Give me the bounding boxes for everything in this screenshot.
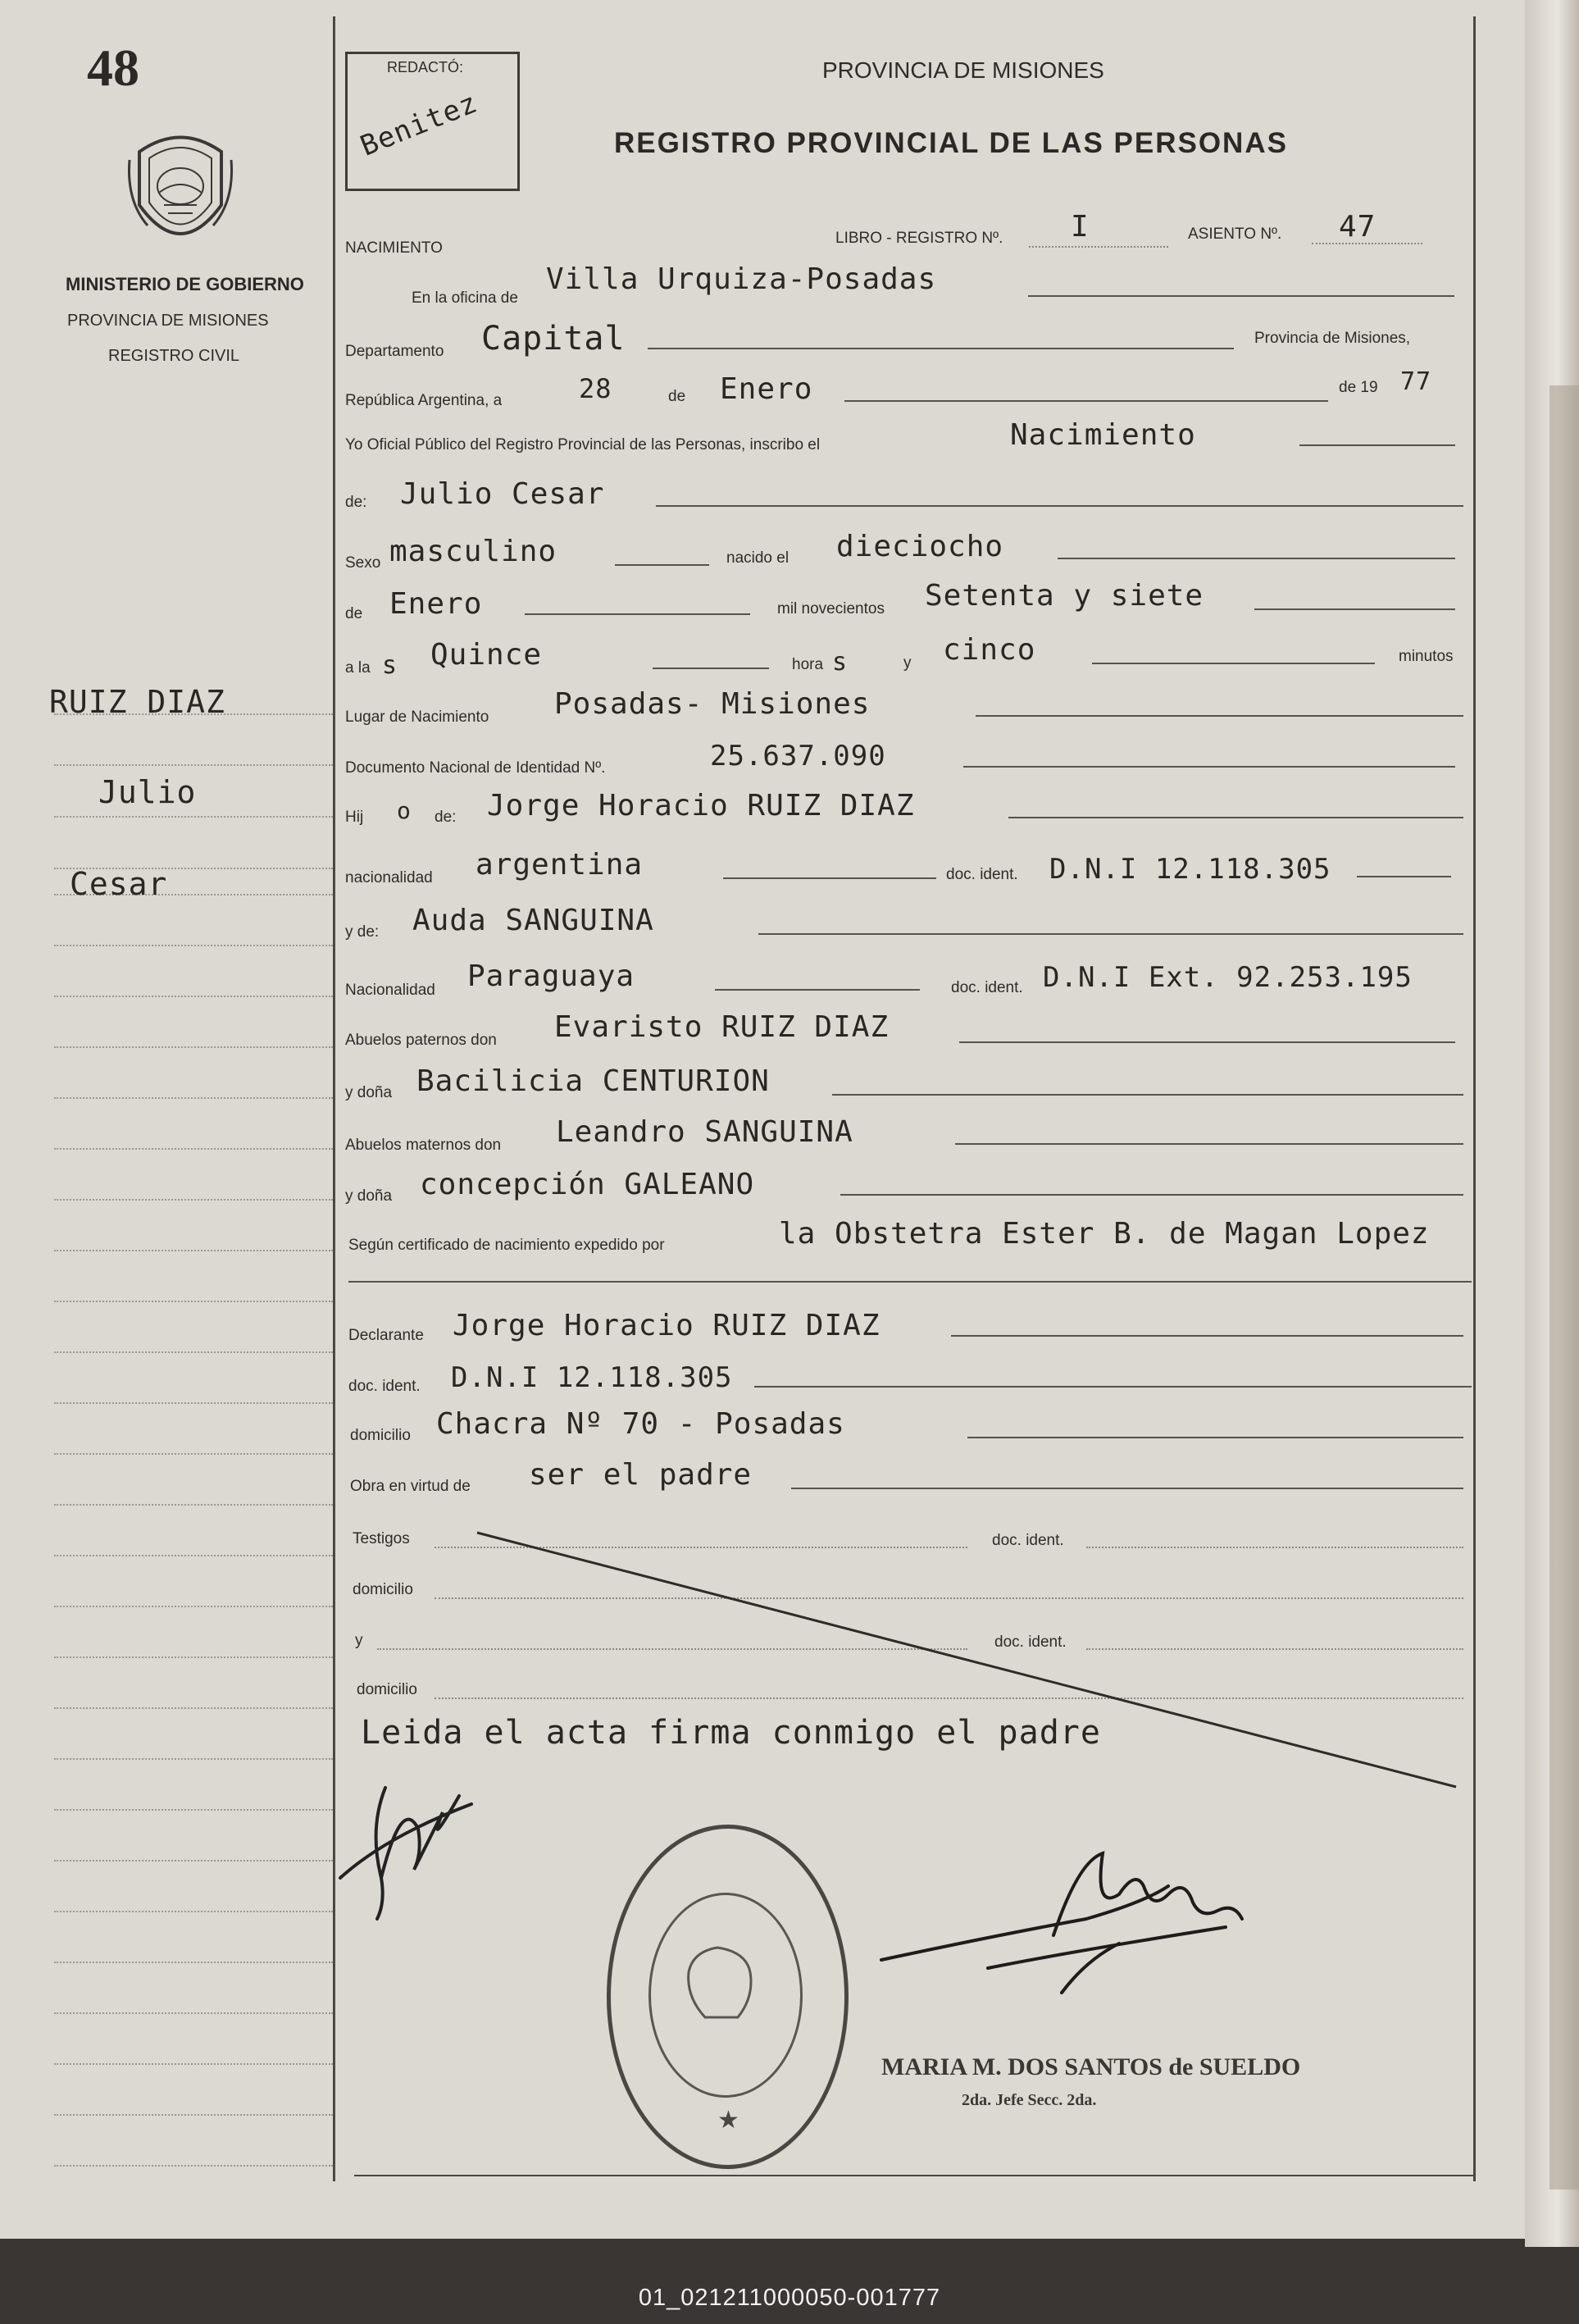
lugar-value: Posadas- Misiones [554, 687, 871, 721]
nombre-value: Julio Cesar [400, 477, 605, 511]
dni-value: 25.637.090 [710, 740, 886, 772]
nacido-label: nacido el [726, 549, 790, 567]
leida-value: Leida el acta firma conmigo el padre [361, 1714, 1101, 1752]
nombre-label: de: [345, 494, 367, 511]
bottom-frame-line [354, 2175, 1476, 2176]
hijo-suffix: o [397, 797, 412, 824]
officer-name: MARIA M. DOS SANTOS de SUELDO [881, 2053, 1301, 2080]
decl-doc-value: D.N.I 12.118.305 [451, 1361, 733, 1394]
redacto-label: REDACTÓ: [387, 59, 464, 75]
testigos-doc-label: doc. ident. [992, 1532, 1064, 1549]
year-value: 77 [1400, 367, 1432, 396]
lugar-label: Lugar de Nacimiento [345, 709, 489, 726]
doc-ident2-label: doc. ident. [951, 979, 1023, 996]
redacto-box [345, 52, 520, 191]
testigos-domicilio-label: domicilio [353, 1581, 413, 1598]
y-dona-label: y doña [345, 1084, 393, 1101]
certificado-value: la Obstetra Ester B. de Magan Lopez [779, 1217, 1430, 1251]
abuelo-m-value: Leandro SANGUINA [556, 1115, 853, 1149]
y-label: y [903, 654, 912, 672]
nacionalidad-label: nacionalidad [345, 869, 433, 886]
month-value: Enero [720, 372, 813, 406]
redacto-signature: Benitez [355, 86, 483, 163]
margin-second-name: Cesar [70, 866, 168, 902]
y-de-label: y de: [345, 923, 380, 941]
stamp-outer-text-holder [574, 2091, 576, 2093]
certificado-label: Según certificado de nacimiento expedido por [348, 1237, 665, 1254]
sexo-label: Sexo [345, 554, 381, 572]
provincia-suffix: Provincia de Misiones, [1254, 330, 1411, 347]
hora-value: Quince [430, 638, 543, 672]
libro-value: I [1071, 210, 1090, 244]
mil-label: mil novecientos [777, 600, 885, 617]
obra-label: Obra en virtud de [350, 1478, 471, 1495]
testigos-label: Testigos [353, 1530, 410, 1547]
abuelos-p-label: Abuelos paternos don [345, 1032, 497, 1049]
anio-value: Setenta y siete [925, 579, 1204, 613]
nacionalidad-value: argentina [476, 848, 644, 882]
nacionalidad2-value: Paraguaya [467, 959, 635, 993]
hijo-label: Hij [345, 809, 364, 826]
cancellation-diagonal-line [476, 1529, 1459, 1792]
abuela-p-value: Bacilicia CENTURION [416, 1064, 770, 1098]
y-dona2-label: y doña [345, 1187, 393, 1205]
minutos-label: minutos [1399, 648, 1454, 665]
certificado-second-line [348, 1281, 1472, 1283]
declarante-label: Declarante [348, 1327, 424, 1344]
abuelo-p-value: Evaristo RUIZ DIAZ [554, 1010, 890, 1044]
header-registry: REGISTRO PROVINCIAL DE LAS PERSONAS [614, 127, 1288, 159]
padre-value: Jorge Horacio RUIZ DIAZ [487, 789, 915, 823]
republica-label: República Argentina, a [345, 392, 503, 409]
dni-label: Documento Nacional de Identidad Nº. [345, 759, 606, 777]
testigos-y-label: y [355, 1632, 363, 1649]
footer-caption: 01_021211000050-001777 [638, 2285, 941, 2311]
day-value: 28 [579, 373, 612, 404]
decl-doc-label: doc. ident. [348, 1378, 421, 1395]
misiones-coat-of-arms-icon [123, 127, 238, 258]
inscribo-value: Nacimiento [1010, 418, 1196, 452]
doc-ident-label: doc. ident. [946, 866, 1018, 883]
testigos-domicilio2-label: domicilio [357, 1681, 417, 1698]
page-curl-shadow [1549, 385, 1579, 2190]
hijo-de-label: de: [435, 809, 457, 826]
father-signature-icon [336, 1779, 476, 1927]
de2-label: de [345, 605, 363, 622]
testigos-doc2-label: doc. ident. [994, 1634, 1067, 1651]
ministry-title: MINISTERIO DE GOBIERNO [66, 274, 304, 294]
ministry-province: PROVINCIA DE MISIONES [67, 312, 269, 330]
year-label: de 19 [1339, 379, 1378, 396]
stamp-lettering-icon [611, 1829, 844, 2165]
margin-first-name: Julio [98, 774, 197, 810]
sexo-value: masculino [389, 535, 557, 568]
right-frame-line [1473, 16, 1476, 2181]
official-stamp [607, 1825, 849, 2169]
asiento-value: 47 [1339, 210, 1377, 244]
nacido-value: dieciocho [836, 530, 1004, 563]
left-frame-line [333, 16, 335, 2181]
madre-doc-value: D.N.I Ext. 92.253.195 [1043, 961, 1413, 994]
de-label: de [668, 388, 686, 405]
declarante-value: Jorge Horacio RUIZ DIAZ [453, 1309, 881, 1342]
a-las-suffix: s [382, 651, 398, 680]
horas-label: hora [792, 656, 824, 673]
ministry-office: REGISTRO CIVIL [108, 347, 240, 365]
abuelos-m-label: Abuelos maternos don [345, 1137, 502, 1154]
asiento-label: ASIENTO Nº. [1188, 226, 1282, 243]
record-type: NACIMIENTO [345, 239, 443, 257]
a-las-label: a la [345, 659, 371, 677]
obra-value: ser el padre [529, 1458, 753, 1492]
officer-title: 2da. Jefe Secc. 2da. [962, 2091, 1097, 2109]
oficina-value: Villa Urquiza-Posadas [546, 262, 937, 296]
officer-signature-icon [873, 1837, 1250, 2009]
madre-value: Auda SANGUINA [412, 904, 654, 937]
departamento-label: Departamento [345, 343, 444, 360]
oficina-label: En la oficina de [412, 289, 518, 307]
abuela-m-value: concepción GALEANO [420, 1168, 755, 1201]
margin-surname: RUIZ DIAZ [49, 684, 225, 720]
domicilio-label: domicilio [350, 1427, 411, 1444]
oficial-text: Yo Oficial Público del Registro Provincial de las Personas, inscribo el [345, 436, 821, 453]
mes-value: Enero [389, 587, 483, 621]
svg-text:★: ★ [717, 2106, 739, 2135]
page-number: 48 [87, 39, 139, 97]
nacionalidad2-label: Nacionalidad [345, 982, 435, 999]
domicilio-value: Chacra Nº 70 - Posadas [436, 1407, 845, 1441]
horas-suffix: s [832, 648, 849, 677]
minutos-value: cinco [943, 633, 1036, 667]
padre-doc-value: D.N.I 12.118.305 [1049, 853, 1331, 886]
libro-label: LIBRO - REGISTRO Nº. [835, 230, 1003, 247]
header-province: PROVINCIA DE MISIONES [822, 57, 1104, 83]
departamento-value: Capital [481, 320, 626, 358]
